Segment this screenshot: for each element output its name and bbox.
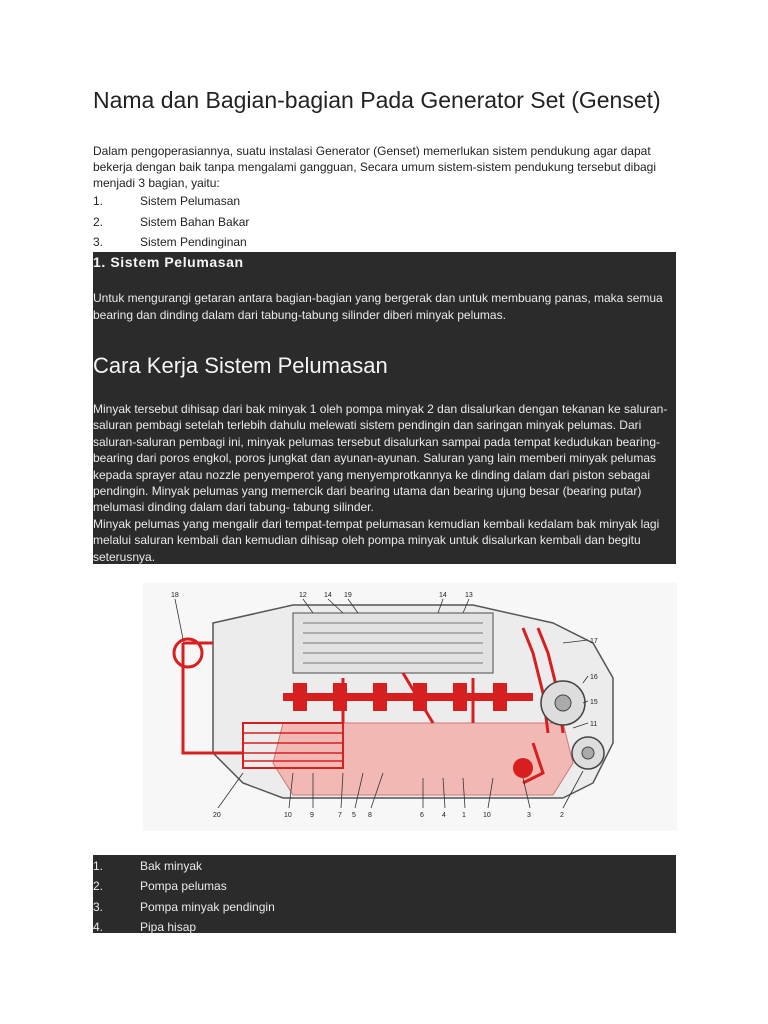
list-number: 1. [93, 859, 104, 873]
parts-list [93, 858, 676, 939]
support-systems-list [93, 193, 676, 255]
section-heading: 1. Sistem Pelumasan [93, 254, 244, 270]
label-3: 3 [527, 812, 531, 819]
list-item [93, 858, 676, 878]
list-number: 1. [93, 194, 104, 208]
section-subheading: Cara Kerja Sistem Pelumasan [93, 353, 388, 378]
parts-list-section [93, 855, 676, 933]
lubrication-section [93, 252, 676, 564]
label-11: 11 [590, 721, 598, 728]
engine-diagram-svg [143, 583, 677, 831]
label-15: 15 [590, 699, 598, 706]
list-text: Pipa hisap [140, 919, 197, 934]
label-7: 7 [338, 812, 342, 819]
working-text-2: Minyak pelumas yang mengalir dari tempat-tempat pelumasan kemudian kembali kedalam bak minyak lagi melalui saluran kembali dan kemudian dihisap oleh pompa minyak untuk disalurkan kembali dan begitu seterusnya. [93, 516, 660, 564]
list-number: 4. [93, 919, 104, 934]
section-paragraph: Untuk mengurangi getaran antara bagian-bagian yang bergerak dan untuk membuang panas, maka semua bearing dan dinding dalam dari tabung-tabung silinder diberi minyak pelumas. [93, 291, 663, 322]
page-title: Nama dan Bagian-bagian Pada Generator Set (Genset) [93, 87, 661, 113]
intro-paragraph: Dalam pengoperasiannya, suatu instalasi Generator (Genset) memerlukan sistem pendukung agar dapat bekerja dengan baik tanpa mengalami gangguan, Secara umum sistem-sistem pendukung tersebut dibagi menjadi 3 bagian, yaitu: [93, 144, 657, 190]
list-text: Sistem Bahan Bakar [140, 214, 250, 229]
label-12: 12 [299, 592, 307, 599]
list-number: 3. [93, 899, 104, 914]
label-17: 17 [590, 638, 598, 645]
front-pulley-hub [555, 695, 571, 711]
label-14: 14 [324, 592, 332, 599]
label-20: 20 [213, 812, 221, 819]
engine-lubrication-diagram [143, 583, 677, 831]
list-item [93, 193, 676, 214]
list-text: Bak minyak [140, 859, 203, 873]
label-8: 8 [368, 812, 372, 819]
label-1: 1 [462, 812, 466, 819]
list-number: 2. [93, 214, 104, 229]
label-10: 10 [284, 812, 292, 819]
working-text-1: Minyak tersebut dihisap dari bak minyak 1 oleh pompa minyak 2 dan disalurkan dengan tekanan ke saluran-saluran pembagi setelah terlebih dahulu melewati sistem pendingin dan saringan minyak pelumas. Dari saluran-saluran pembagi ini, minyak pelumas tersebut disalurkan sampai pada tempat kedudukan bearing-bearing dari poros engkol, poros jungkat dan ayunan-ayunan. Saluran yang lain memberi minyak pelumas kepada sprayer atau nozzle penyemperot yang menyemprotkannya ke dinding dalam dari piston sebagai pendingin. Minyak pelumas yang memercik dari bearing utama dan bearing ujung besar (bearing putar) melumasi dinding dalam dari tabung- tabung silinder. [93, 402, 668, 515]
label-6: 6 [420, 812, 424, 819]
list-text: Pompa minyak pendingin [140, 899, 275, 914]
oil-pump [513, 758, 533, 778]
list-number: 3. [93, 235, 104, 249]
list-text: Sistem Pelumasan [140, 194, 241, 208]
label-16: 16 [590, 674, 598, 681]
label-19: 19 [344, 592, 352, 599]
list-text: Sistem Pendinginan [140, 235, 247, 249]
label-18: 18 [171, 592, 179, 599]
label-2: 2 [560, 812, 564, 819]
list-item [93, 214, 676, 235]
label-5: 5 [352, 812, 356, 819]
label-4: 4 [442, 812, 446, 819]
label-10b: 10 [483, 812, 491, 819]
list-item [93, 919, 676, 939]
working-description [93, 401, 676, 565]
list-item [93, 899, 676, 919]
label-14b: 14 [439, 592, 447, 599]
list-number: 2. [93, 879, 104, 894]
list-item [93, 878, 676, 898]
lower-pulley-hub [582, 747, 594, 759]
label-9: 9 [310, 812, 314, 819]
list-text: Pompa pelumas [140, 879, 227, 894]
label-13: 13 [465, 592, 473, 599]
